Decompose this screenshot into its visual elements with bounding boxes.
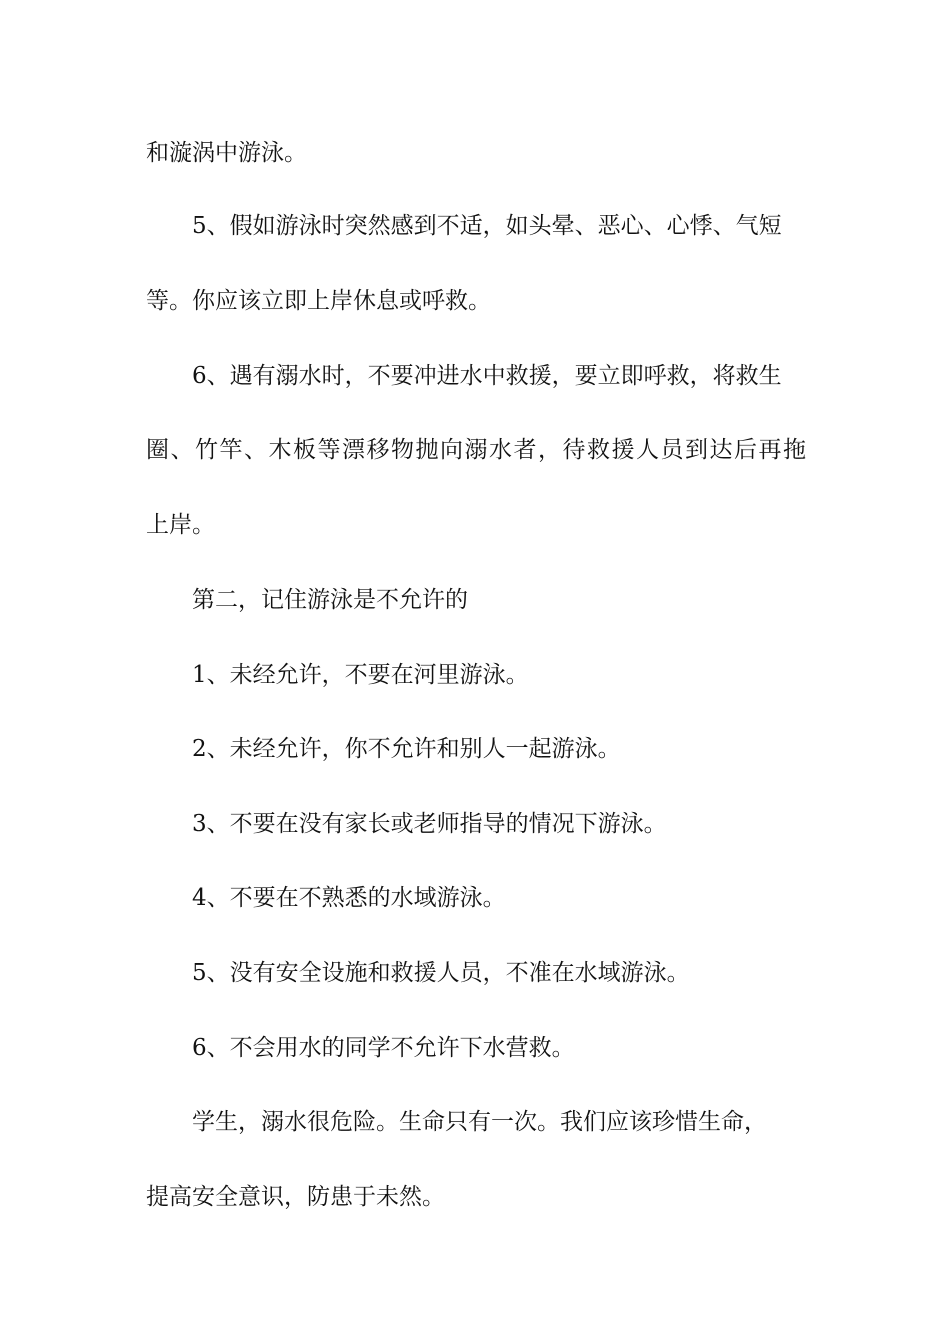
text-line-14: 学生，溺水很危险。生命只有一次。我们应该珍惜生命，	[192, 1109, 767, 1135]
text-line-5: 圈、竹竿、木板等漂移物抛向溺水者，待救援人员到达后再拖	[146, 437, 806, 463]
text-line-6: 上岸。	[146, 512, 215, 538]
text-line-10: 3、不要在没有家长或老师指导的情况下游泳。	[192, 811, 667, 837]
text-line-13: 6、不会用水的同学不允许下水营救。	[192, 1035, 575, 1061]
text-line-8: 1、未经允许，不要在河里游泳。	[192, 662, 529, 688]
text-line-4: 6、遇有溺水时，不要冲进水中救援，要立即呼救，将救生	[192, 363, 782, 389]
text-line-2: 5、假如游泳时突然感到不适，如头晕、恶心、心悸、气短	[192, 213, 782, 239]
section-heading: 第二，记住游泳是不允许的	[192, 587, 468, 613]
text-line-11: 4、不要在不熟悉的水域游泳。	[192, 885, 506, 911]
text-line-12: 5、没有安全设施和救援人员，不准在水域游泳。	[192, 960, 690, 986]
text-line-15: 提高安全意识，防患于未然。	[146, 1184, 445, 1210]
text-line-3: 等。你应该立即上岸休息或呼救。	[146, 288, 491, 314]
text-line-9: 2、未经允许，你不允许和别人一起游泳。	[192, 736, 621, 762]
text-line-1: 和漩涡中游泳。	[146, 140, 307, 166]
